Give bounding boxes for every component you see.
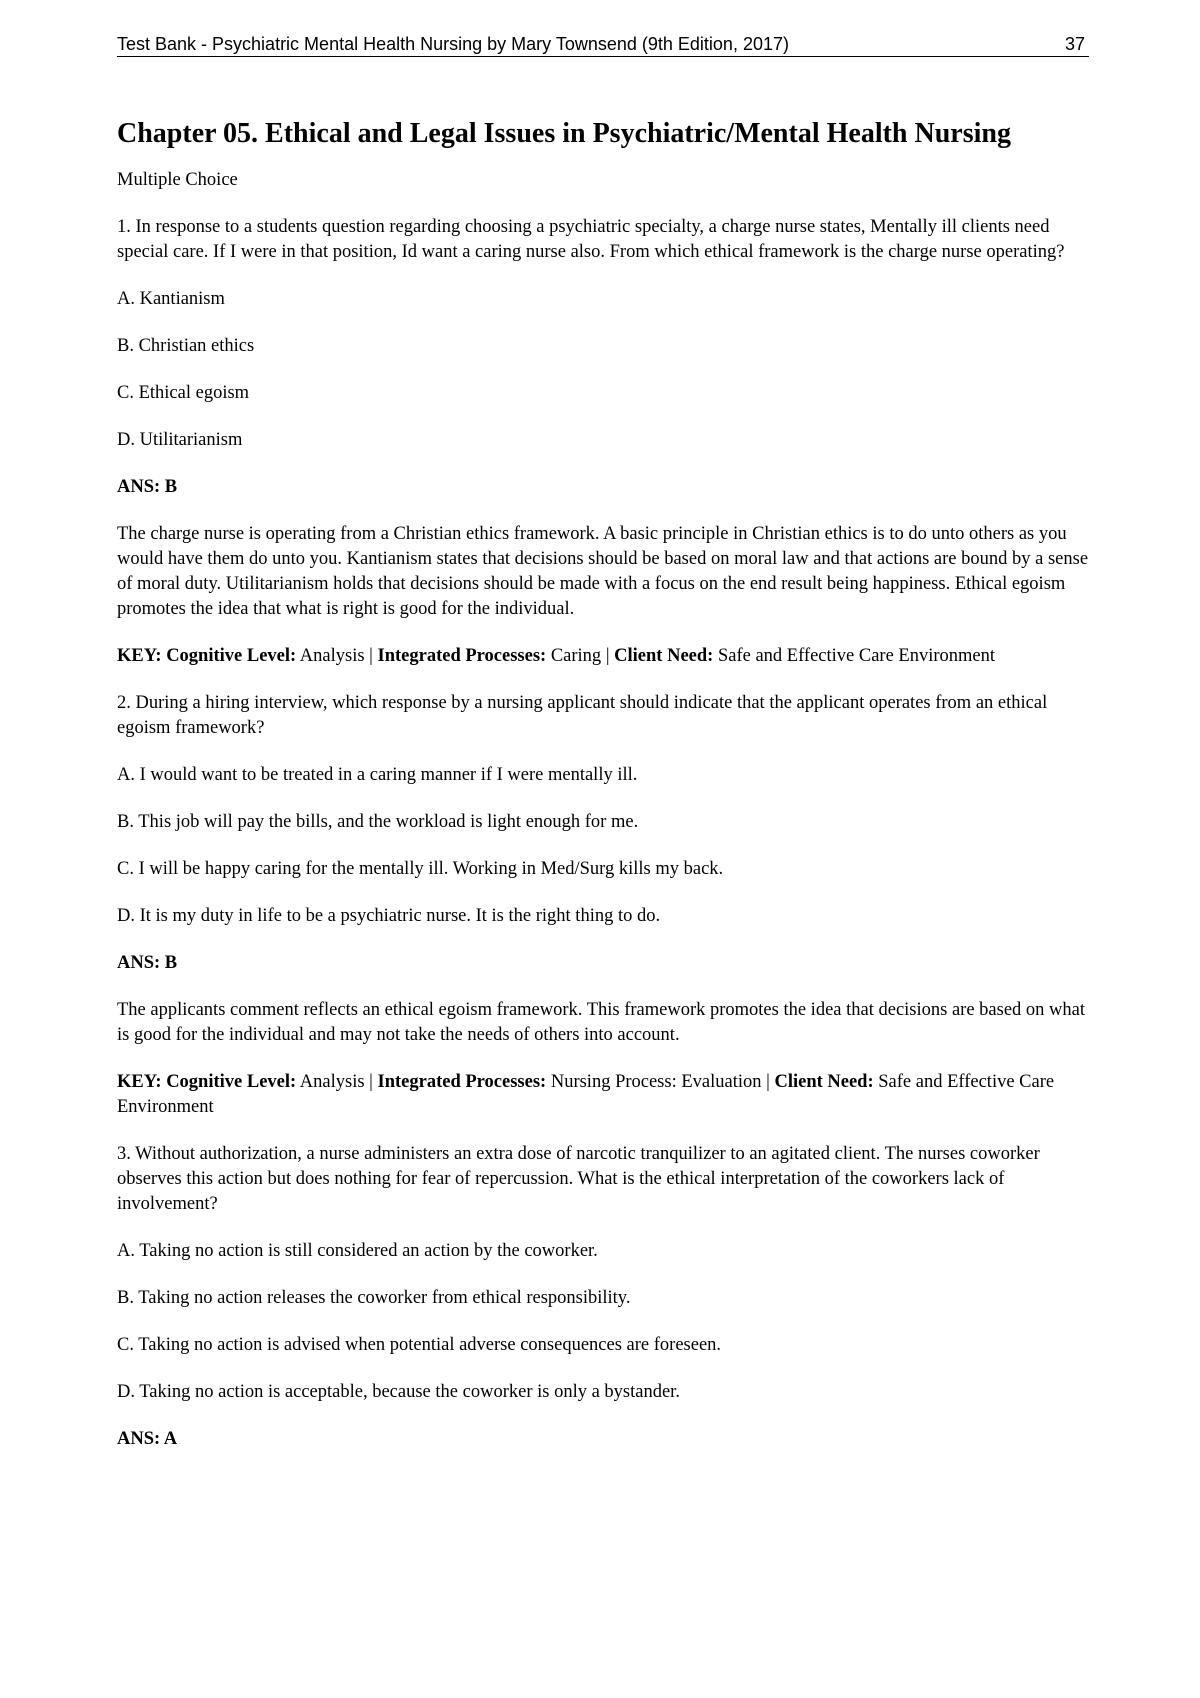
key-line — [117, 1070, 1095, 1120]
key-need-label: Client Need: — [774, 1072, 874, 1092]
key-need-value: Safe and Effective Care Environment — [717, 646, 996, 666]
key-process-value: Nursing Process: Evaluation — [550, 1072, 762, 1092]
question-stem: 2. During a hiring interview, which response by a nursing applicant should indicate that the applicant operates from an ethical egoism framework? — [117, 693, 1048, 738]
key-cognitive-value: Analysis — [299, 646, 365, 666]
key-cognitive-label: Cognitive Level: — [166, 1072, 297, 1092]
key-line — [117, 644, 1095, 669]
key-cognitive-value: Analysis — [299, 1072, 365, 1092]
answer-option: D. It is my duty in life to be a psychiatric nurse. It is the right thing to do. — [117, 906, 661, 926]
section-label: Multiple Choice — [117, 170, 238, 190]
answer-option: A. I would want to be treated in a caring manner if I were mentally ill. — [117, 765, 638, 785]
key-separator: | — [369, 1072, 373, 1092]
key-process-label: Integrated Processes: — [377, 1072, 547, 1092]
question-stem: 1. In response to a students question regarding choosing a psychiatric specialty, a charge nurse states, Mentally ill clients need special care. If I were in that position, Id want a caring nurse also. From which ethical framework is the charge nurse operating? — [117, 217, 1065, 262]
answer-option: D. Utilitarianism — [117, 430, 243, 450]
rationale: The applicants comment reflects an ethical egoism framework. This framework promotes the idea that decisions are based on what is good for the individual and may not take the needs of others into account. — [117, 1000, 1086, 1045]
answer-option: C. Taking no action is advised when potential adverse consequences are foreseen. — [117, 1335, 722, 1355]
answer-option: A. Kantianism — [117, 289, 225, 309]
answer-option: C. I will be happy caring for the mentally ill. Working in Med/Surg kills my back. — [117, 859, 724, 879]
header-title: Test Bank - Psychiatric Mental Health Nursing by Mary Townsend (9th Edition, 2017) — [117, 34, 789, 54]
answer-option: B. This job will pay the bills, and the workload is light enough for me. — [117, 812, 639, 832]
key-label: KEY: — [117, 1072, 162, 1092]
chapter-title: Chapter 05. Ethical and Legal Issues in Psychiatric/Mental Health Nursing — [117, 118, 1011, 149]
key-separator: | — [369, 646, 373, 666]
key-need-label: Client Need: — [614, 646, 714, 666]
question-stem: 3. Without authorization, a nurse administers an extra dose of narcotic tranquilizer to an agitated client. The nurses coworker observes this action but does nothing for fear of repercussion. What is the ethical interpretation of the coworkers lack of involvement? — [117, 1144, 1040, 1214]
key-label: KEY: — [117, 646, 162, 666]
correct-answer: ANS: A — [117, 1429, 178, 1449]
correct-answer: ANS: B — [117, 953, 178, 973]
answer-option: A. Taking no action is still considered an action by the coworker. — [117, 1241, 598, 1261]
key-need-value: Safe and Effective Care Environment — [117, 1072, 1055, 1117]
key-separator: | — [766, 1072, 770, 1092]
page-header — [117, 33, 1089, 57]
answer-option: B. Christian ethics — [117, 336, 255, 356]
answer-option: B. Taking no action releases the coworker from ethical responsibility. — [117, 1288, 631, 1308]
document-body — [117, 116, 1095, 1474]
answer-option: D. Taking no action is acceptable, because the coworker is only a bystander. — [117, 1382, 680, 1402]
key-process-value: Caring — [550, 646, 602, 666]
rationale: The charge nurse is operating from a Christian ethics framework. A basic principle in Christian ethics is to do unto others as you would have them do unto you. Kantianism states that decisions should be based on moral law and that actions are bound by a sense of moral duty. Utilitarianism holds that decisions should be made with a focus on the end result being happiness. Ethical egoism promotes the idea that what is right is good for the individual. — [117, 524, 1089, 619]
answer-option: C. Ethical egoism — [117, 383, 250, 403]
key-cognitive-label: Cognitive Level: — [166, 646, 297, 666]
key-separator: | — [605, 646, 610, 666]
key-process-label: Integrated Processes: — [377, 646, 547, 666]
correct-answer: ANS: B — [117, 477, 178, 497]
page-number: 37 — [1064, 34, 1085, 54]
